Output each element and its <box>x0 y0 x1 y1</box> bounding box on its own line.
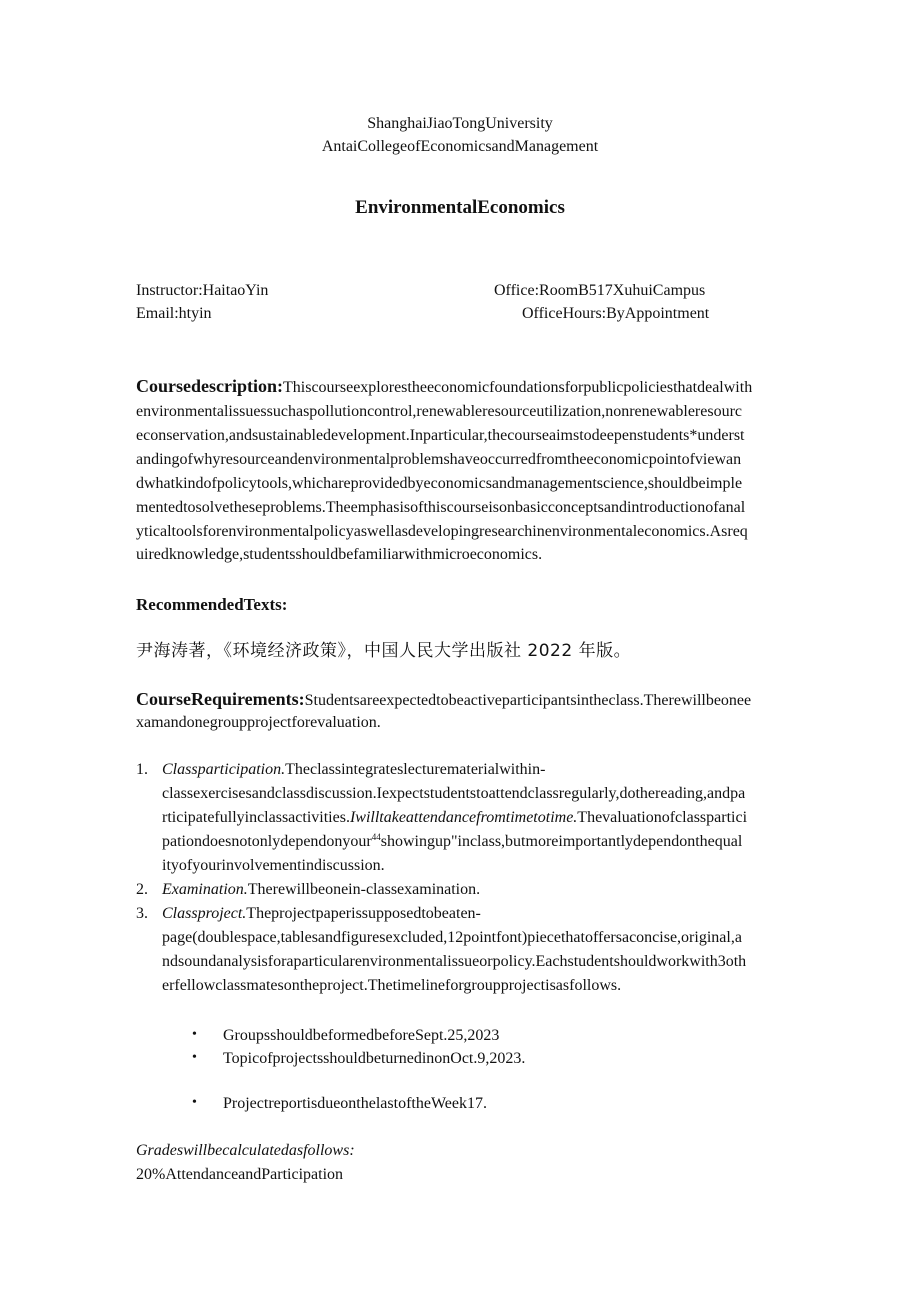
item-number-2: 2. <box>136 881 148 898</box>
item-1-line-1: Classparticipation.Theclassintegrateslecturematerialwithin- <box>162 761 546 778</box>
university-name: ShanghaiJiaoTongUniversity <box>367 115 553 132</box>
item-3-line-3: ndsoundanalysisforaparticularenvironmentalissueorpolicy.Eachstudentshouldworkwith3oth <box>162 953 747 970</box>
description-label: Coursedescription: <box>136 376 283 396</box>
item-3-line-1: Classproject.Theprojectpaperissupposedtobeaten- <box>162 905 481 922</box>
item-1-line-3: rticipatefullyinclassactivities.Iwilltakeattendancefromtimetotime.Thevaluationofclasspartici <box>162 809 748 826</box>
description-line-8: uiredknowledge,studentsshouldbefamiliarwithmicroeconomics. <box>136 546 543 563</box>
item-3-line-2: page(doublespace,tablesandfiguresexcluded,12pointfont)piecethatoffersaconcise,original,a <box>162 929 742 946</box>
timeline-item-2: TopicofprojectsshouldbeturnedinonOct.9,2023. <box>223 1050 526 1067</box>
grades-heading: Gradeswillbecalculatedasfollows: <box>136 1142 355 1159</box>
item-number-3: 3. <box>136 905 148 922</box>
bullet-icon: • <box>192 1050 197 1065</box>
item-2-title: Examination. <box>162 881 248 898</box>
timeline-item-3: ProjectreportisdueonthelastoftheWeek17. <box>223 1095 487 1112</box>
item-3-title: Classproject. <box>162 905 247 922</box>
description-line-5: dwhatkindofpolicytools,whichareprovidedbyeconomicsandmanagementscience,shouldbeimple <box>136 475 743 492</box>
requirements-line-1: CourseRequirements:Studentsareexpectedtobeactiveparticipantsintheclass.Therewillbeonee <box>136 689 752 709</box>
instructor-info: Instructor:HaitaoYin <box>136 282 269 299</box>
item-1-line-4: pationdoesnotonlydependonyour$^{44}$showingup"inclass,butmoreimportantlydependonthequal <box>162 832 743 850</box>
item-3-line-4: erfellowclassmatesontheproject.Thetimelineforgroupprojectisasfollows. <box>162 977 622 994</box>
item-1-title: Classparticipation. <box>162 761 286 778</box>
bullet-icon: • <box>192 1027 197 1042</box>
item-number-1: 1. <box>136 761 148 778</box>
description-line-7: yticaltoolsforenvironmentalpolicyaswellasdevelopingresearchinenvironmentaleconomics.Asreq <box>136 523 748 540</box>
office-hours-info: OfficeHours:ByAppointment <box>522 305 710 322</box>
item-1-line-5: ityofyourinvolvementindiscussion. <box>162 857 385 874</box>
course-title: EnvironmentalEconomics <box>355 197 565 218</box>
recommended-texts-heading: RecommendedTexts: <box>136 595 288 614</box>
college-name: AntaiCollegeofEconomicsandManagement <box>321 138 599 155</box>
timeline-item-1: GroupsshouldbeformedbeforeSept.25,2023 <box>223 1027 500 1044</box>
email-info: Email:htyin <box>136 305 212 322</box>
description-line-4: andingofwhyresourceandenvironmentalproblemshaveoccurredfromtheeconomicpointofviewan <box>136 451 742 468</box>
recommended-text-entry: 尹海涛著，《环境经济政策》，中国人民大学出版社 2022 年版。 <box>136 641 632 661</box>
grade-row-1: 20%AttendanceandParticipation <box>136 1166 344 1183</box>
requirements-line-2: xamandonegroupprojectforevaluation. <box>136 714 381 731</box>
description-line-1: Coursedescription:Thiscourseexplorestheeconomicfoundationsforpublicpoliciesthatdealwith <box>136 376 753 396</box>
description-line-2: environmentalissuessuchaspollutioncontrol,renewableresourceutilization,nonrenewableresourc <box>136 403 743 420</box>
bullet-icon: • <box>192 1095 197 1110</box>
description-line-3: econservation,andsustainabledevelopment.Inparticular,thecourseaimstodeepenstudents*underst <box>136 427 745 444</box>
description-line-6: mentedtosolvetheseproblems.Theemphasisofthiscourseisonbasicconceptsandintroductionofanal <box>136 499 746 516</box>
requirements-label: CourseRequirements: <box>136 689 305 709</box>
item-1-line-2: classexercisesandclassdiscussion.Iexpectstudentstoattendclassregularly,dothereading,andpa <box>162 785 746 802</box>
item-2-line-1: Examination.Therewillbeonein-classexamination. <box>162 881 481 898</box>
attendance-note: Iwilltakeattendancefromtimetotime. <box>349 809 578 826</box>
office-info: Office:RoomB517XuhuiCampus <box>494 282 706 299</box>
